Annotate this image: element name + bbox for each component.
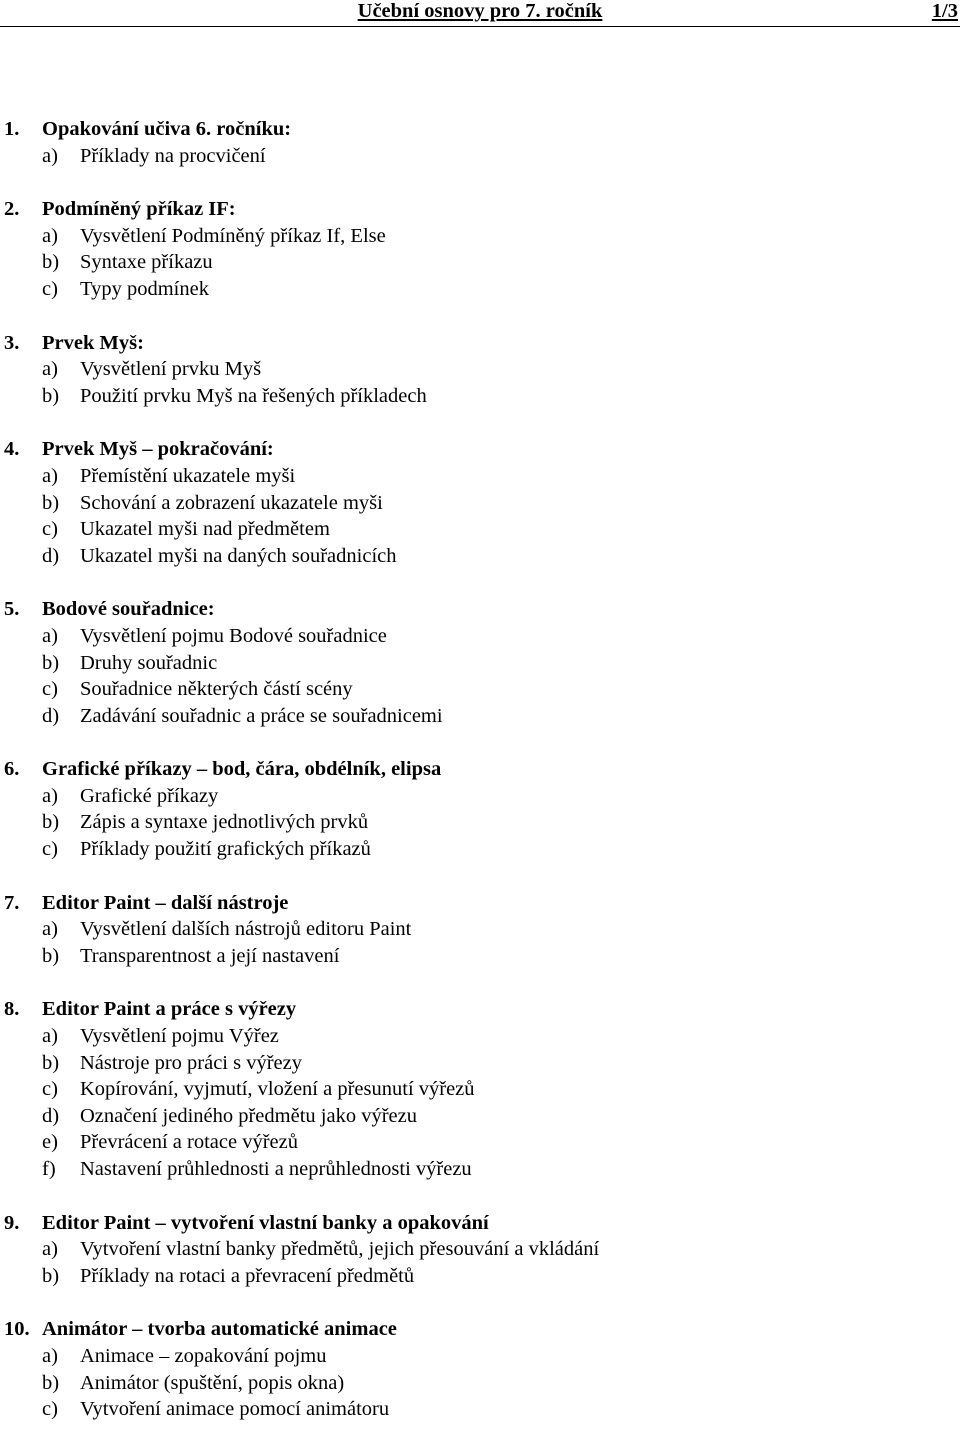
section-number: 3. bbox=[4, 331, 20, 354]
syllabus-section bbox=[0, 996, 960, 1182]
section-number: 7. bbox=[4, 891, 20, 914]
item-letter: b) bbox=[42, 491, 60, 514]
item-text: Transparentnost a její nastavení bbox=[80, 944, 340, 967]
list-item bbox=[0, 1370, 960, 1397]
syllabus-section bbox=[0, 196, 960, 302]
section-title: Opakování učiva 6. ročníku: bbox=[42, 118, 292, 140]
item-text: Vytvoření vlastní banky předmětů, jejich přesouvání a vkládání bbox=[80, 1238, 600, 1261]
list-item bbox=[0, 249, 960, 276]
section-heading bbox=[0, 596, 960, 623]
section-number: 2. bbox=[4, 198, 20, 221]
item-letter: a) bbox=[42, 358, 58, 381]
page-header bbox=[0, 0, 960, 27]
list-item bbox=[0, 1103, 960, 1130]
item-text: Schování a zobrazení ukazatele myši bbox=[80, 491, 383, 514]
section-heading bbox=[0, 1316, 960, 1343]
item-letter: c) bbox=[42, 678, 58, 701]
list-item bbox=[0, 356, 960, 383]
item-text: Vysvětlení pojmu Bodové souřadnice bbox=[80, 624, 387, 647]
section-number: 8. bbox=[4, 998, 20, 1021]
list-item bbox=[0, 516, 960, 543]
list-item bbox=[0, 543, 960, 570]
section-number: 9. bbox=[4, 1211, 20, 1234]
item-text: Souřadnice některých částí scény bbox=[80, 678, 353, 701]
section-number: 5. bbox=[4, 598, 20, 621]
list-item bbox=[0, 1050, 960, 1077]
section-number: 4. bbox=[4, 438, 20, 461]
item-letter: b) bbox=[42, 384, 60, 407]
item-letter: e) bbox=[42, 1131, 58, 1154]
list-item bbox=[0, 1076, 960, 1103]
section-title: Bodové souřadnice: bbox=[42, 598, 215, 621]
item-text: Vysvětlení dalších nástrojů editoru Paint bbox=[80, 918, 412, 941]
item-letter: c) bbox=[42, 1078, 58, 1101]
list-item bbox=[0, 223, 960, 250]
section-heading bbox=[0, 330, 960, 357]
item-letter: c) bbox=[42, 518, 58, 541]
syllabus-section bbox=[0, 1210, 960, 1290]
item-text: Ukazatel myši nad předmětem bbox=[80, 518, 330, 541]
item-letter: b) bbox=[42, 811, 60, 834]
item-letter: a) bbox=[42, 918, 58, 941]
item-text: Animátor (spuštění, popis okna) bbox=[80, 1371, 345, 1394]
list-item bbox=[0, 703, 960, 730]
item-letter: b) bbox=[42, 944, 60, 967]
item-text: Vysvětlení pojmu Výřez bbox=[80, 1025, 279, 1048]
item-text: Převrácení a rotace výřezů bbox=[80, 1131, 298, 1154]
item-text: Typy podmínek bbox=[80, 277, 209, 300]
item-letter: a) bbox=[42, 224, 58, 247]
item-letter: b) bbox=[42, 1371, 60, 1394]
item-text: Grafické příkazy bbox=[80, 784, 219, 807]
page-number: 1/3 bbox=[931, 0, 958, 22]
section-number: 6. bbox=[4, 758, 20, 781]
item-text: Vysvětlení prvku Myš bbox=[80, 358, 262, 381]
item-letter: f) bbox=[42, 1158, 56, 1180]
item-letter: a) bbox=[42, 1238, 58, 1261]
item-text: Kopírování, vyjmutí, vložení a přesunutí výřezů bbox=[80, 1078, 475, 1101]
section-heading bbox=[0, 196, 960, 223]
section-title: Prvek Myš: bbox=[42, 331, 144, 354]
item-letter: d) bbox=[42, 1104, 60, 1127]
item-letter: b) bbox=[42, 1051, 60, 1074]
section-heading bbox=[0, 436, 960, 463]
item-text: Animace – zopakování pojmu bbox=[80, 1344, 327, 1367]
section-heading bbox=[0, 890, 960, 917]
list-item bbox=[0, 1343, 960, 1370]
item-letter: a) bbox=[42, 144, 58, 167]
syllabus-section bbox=[0, 596, 960, 729]
section-title: Prvek Myš – pokračování: bbox=[42, 438, 274, 461]
item-letter: c) bbox=[42, 838, 58, 861]
item-letter: d) bbox=[42, 544, 60, 567]
section-number: 10. bbox=[4, 1318, 30, 1341]
list-item bbox=[0, 943, 960, 970]
item-text: Ukazatel myši na daných souřadnicích bbox=[80, 544, 397, 567]
syllabus-section bbox=[0, 1316, 960, 1422]
page-title: Učební osnovy pro 7. ročník bbox=[357, 0, 603, 22]
item-letter: b) bbox=[42, 651, 60, 674]
section-number: 1. bbox=[4, 118, 20, 140]
item-text: Syntaxe příkazu bbox=[80, 251, 213, 274]
list-item bbox=[0, 276, 960, 303]
list-item bbox=[0, 143, 960, 170]
list-item bbox=[0, 1263, 960, 1290]
syllabus-section bbox=[0, 436, 960, 569]
section-title: Podmíněný příkaz IF: bbox=[42, 198, 236, 221]
item-letter: c) bbox=[42, 277, 58, 300]
item-text: Příklady použití grafických příkazů bbox=[80, 838, 371, 861]
syllabus-section bbox=[0, 890, 960, 970]
item-text: Nástroje pro práci s výřezy bbox=[80, 1051, 302, 1074]
item-text: Příklady na procvičení bbox=[80, 144, 266, 167]
item-text: Nastavení průhlednosti a neprůhlednosti výřezu bbox=[80, 1158, 472, 1180]
list-item bbox=[0, 1023, 960, 1050]
section-title: Editor Paint a práce s výřezy bbox=[42, 998, 297, 1021]
list-item bbox=[0, 783, 960, 810]
section-heading bbox=[0, 996, 960, 1023]
item-text: Označení jediného předmětu jako výřezu bbox=[80, 1104, 417, 1127]
item-letter: a) bbox=[42, 464, 58, 487]
item-text: Zadávání souřadnic a práce se souřadnicemi bbox=[80, 704, 443, 727]
section-title: Editor Paint – vytvoření vlastní banky a opakování bbox=[42, 1211, 489, 1234]
item-letter: c) bbox=[42, 1398, 58, 1421]
list-item bbox=[0, 383, 960, 410]
item-text: Vytvoření animace pomocí animátoru bbox=[80, 1398, 390, 1421]
item-text: Příklady na rotaci a převracení předmětů bbox=[80, 1264, 415, 1287]
syllabus-list bbox=[0, 116, 960, 1450]
list-item bbox=[0, 623, 960, 650]
list-item bbox=[0, 809, 960, 836]
item-text: Druhy souřadnic bbox=[80, 651, 218, 674]
item-text: Použití prvku Myš na řešených příkladech bbox=[80, 384, 427, 407]
section-title: Animátor – tvorba automatické animace bbox=[42, 1318, 397, 1341]
list-item bbox=[0, 1236, 960, 1263]
item-letter: d) bbox=[42, 704, 60, 727]
list-item bbox=[0, 490, 960, 517]
item-letter: a) bbox=[42, 1344, 58, 1367]
section-heading bbox=[0, 756, 960, 783]
list-item bbox=[0, 1396, 960, 1423]
list-item bbox=[0, 1129, 960, 1156]
item-letter: b) bbox=[42, 251, 60, 274]
item-text: Vysvětlení Podmíněný příkaz If, Else bbox=[80, 224, 386, 247]
syllabus-section bbox=[0, 330, 960, 410]
section-heading bbox=[0, 116, 960, 143]
item-text: Zápis a syntaxe jednotlivých prvků bbox=[80, 811, 369, 834]
list-item bbox=[0, 836, 960, 863]
item-letter: a) bbox=[42, 1025, 58, 1048]
section-title: Grafické příkazy – bod, čára, obdélník, elipsa bbox=[42, 758, 442, 781]
item-letter: a) bbox=[42, 784, 58, 807]
list-item bbox=[0, 916, 960, 943]
section-heading bbox=[0, 1210, 960, 1237]
syllabus-section bbox=[0, 756, 960, 862]
item-text: Přemístění ukazatele myši bbox=[80, 464, 296, 487]
syllabus-section bbox=[0, 116, 960, 169]
item-letter: b) bbox=[42, 1264, 60, 1287]
list-item bbox=[0, 650, 960, 677]
list-item bbox=[0, 1156, 960, 1183]
list-item bbox=[0, 463, 960, 490]
item-letter: a) bbox=[42, 624, 58, 647]
list-item bbox=[0, 676, 960, 703]
section-title: Editor Paint – další nástroje bbox=[42, 891, 289, 914]
